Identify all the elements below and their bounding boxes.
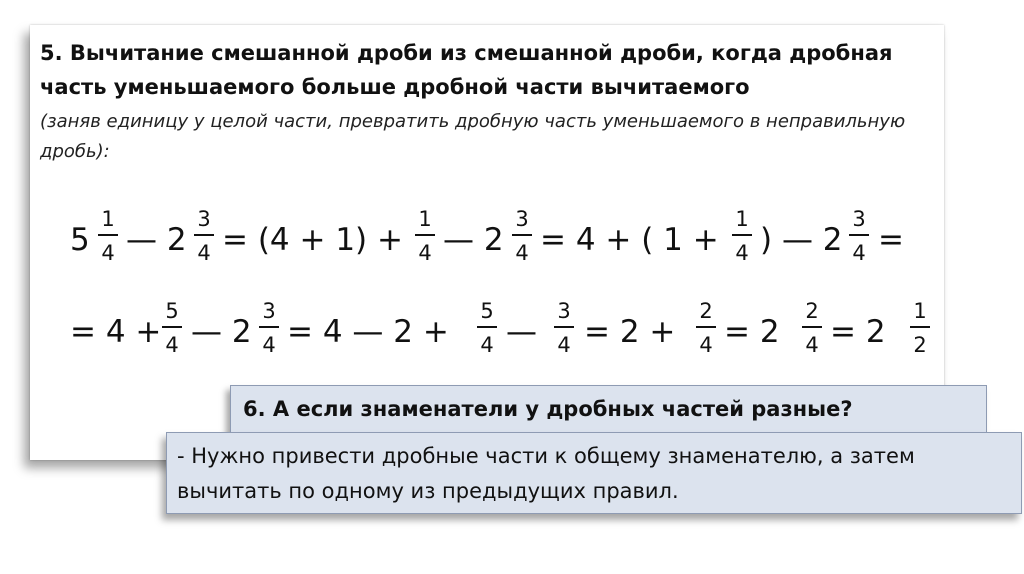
eq-term: = 2 + <box>584 314 676 350</box>
eq-term: ) — 2 <box>760 222 843 258</box>
fraction: 3 4 <box>552 292 576 362</box>
eq-term: — 2 <box>191 314 252 350</box>
rule-6-answer-box <box>166 432 1022 514</box>
rule-5-title: 5. Вычитание смешанной дроби из смешанной дроби, когда дробная часть уменьшаемого больше дробной части вычитаемого <box>40 41 893 99</box>
eq-term: = <box>878 222 904 258</box>
fraction: 2 4 <box>694 292 718 362</box>
eq-term: — 2 <box>126 222 187 258</box>
fraction: 1 4 <box>413 200 437 270</box>
eq-term: = (4 + 1) + <box>222 222 403 258</box>
eq-term: = 2 <box>724 314 780 350</box>
fraction: 5 4 <box>475 292 499 362</box>
rule-6-answer: - Нужно привести дробные части к общему знаменателю, а затем вычитать по одному из предыдущих правил. <box>177 444 915 503</box>
rule-6-question: 6. А если знаменатели у дробных частей разные? <box>243 397 853 421</box>
rule-5-note: (заняв единицу у целой части, превратить дробную часть уменьшаемого в неправильную дробь): <box>40 111 906 162</box>
fraction: 5 4 <box>160 292 184 362</box>
eq-term: = 4 + <box>70 314 162 350</box>
fraction: 1 4 <box>730 200 754 270</box>
eq-term: — <box>506 314 537 350</box>
rule-6-question-box <box>230 385 987 433</box>
eq-term: 5 <box>70 222 90 258</box>
fraction: 1 2 <box>908 292 932 362</box>
eq-term: = 2 <box>830 314 886 350</box>
fraction: 3 4 <box>847 200 871 270</box>
fraction: 1 4 <box>96 200 120 270</box>
eq-term: — 2 <box>443 222 504 258</box>
eq-term: = 4 — 2 + <box>287 314 449 350</box>
fraction: 3 4 <box>257 292 281 362</box>
fraction: 3 4 <box>510 200 534 270</box>
fraction: 3 4 <box>192 200 216 270</box>
fraction: 2 4 <box>800 292 824 362</box>
eq-term: = 4 + ( 1 + <box>540 222 719 258</box>
